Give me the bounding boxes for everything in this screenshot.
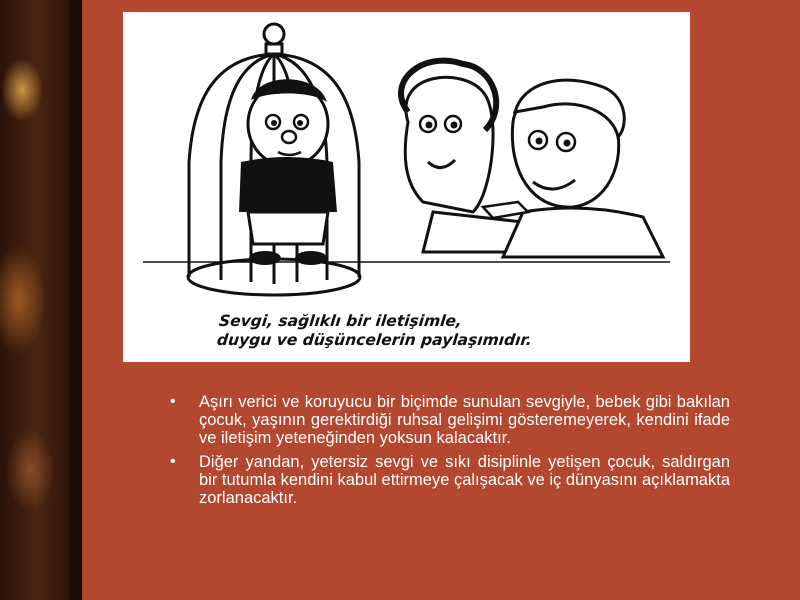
caption-line-1: Sevgi, sağlıklı bir iletişimle, — [218, 312, 463, 330]
bullet-text: Aşırı verici ve koruyucu bir biçimde sunulan sevgiyle, bebek gibi bakılan çocuk, yaşının gerektirdiği ruhsal gelişimi gösteremeyerek, kendini ifade ve iletişim yeteneğinden yoksun kalacaktır. — [199, 393, 730, 448]
cage-ring — [264, 24, 284, 44]
boy-figure — [239, 79, 337, 265]
cartoon-drawing — [123, 12, 690, 362]
bullet-item — [168, 453, 730, 508]
bullet-list — [168, 393, 730, 512]
illustration-caption — [216, 312, 620, 350]
bullet-text: Diğer yandan, yetersiz sevgi ve sıkı disiplinle yetişen çocuk, saldırgan bir tutumla kendini kabul ettirmeye çalışacak ve iç dünyasını açıklamakta zorlanacaktır. — [199, 452, 730, 508]
bullet-marker: • — [170, 452, 176, 470]
bullet-marker: • — [170, 393, 176, 410]
cartoon-illustration — [123, 12, 690, 362]
cage-hook — [266, 44, 282, 54]
bullet-item — [168, 393, 730, 448]
side-strip-shadow — [70, 0, 84, 600]
caption-line-2: duygu ve düşüncelerin paylaşımıdır. — [216, 331, 533, 349]
